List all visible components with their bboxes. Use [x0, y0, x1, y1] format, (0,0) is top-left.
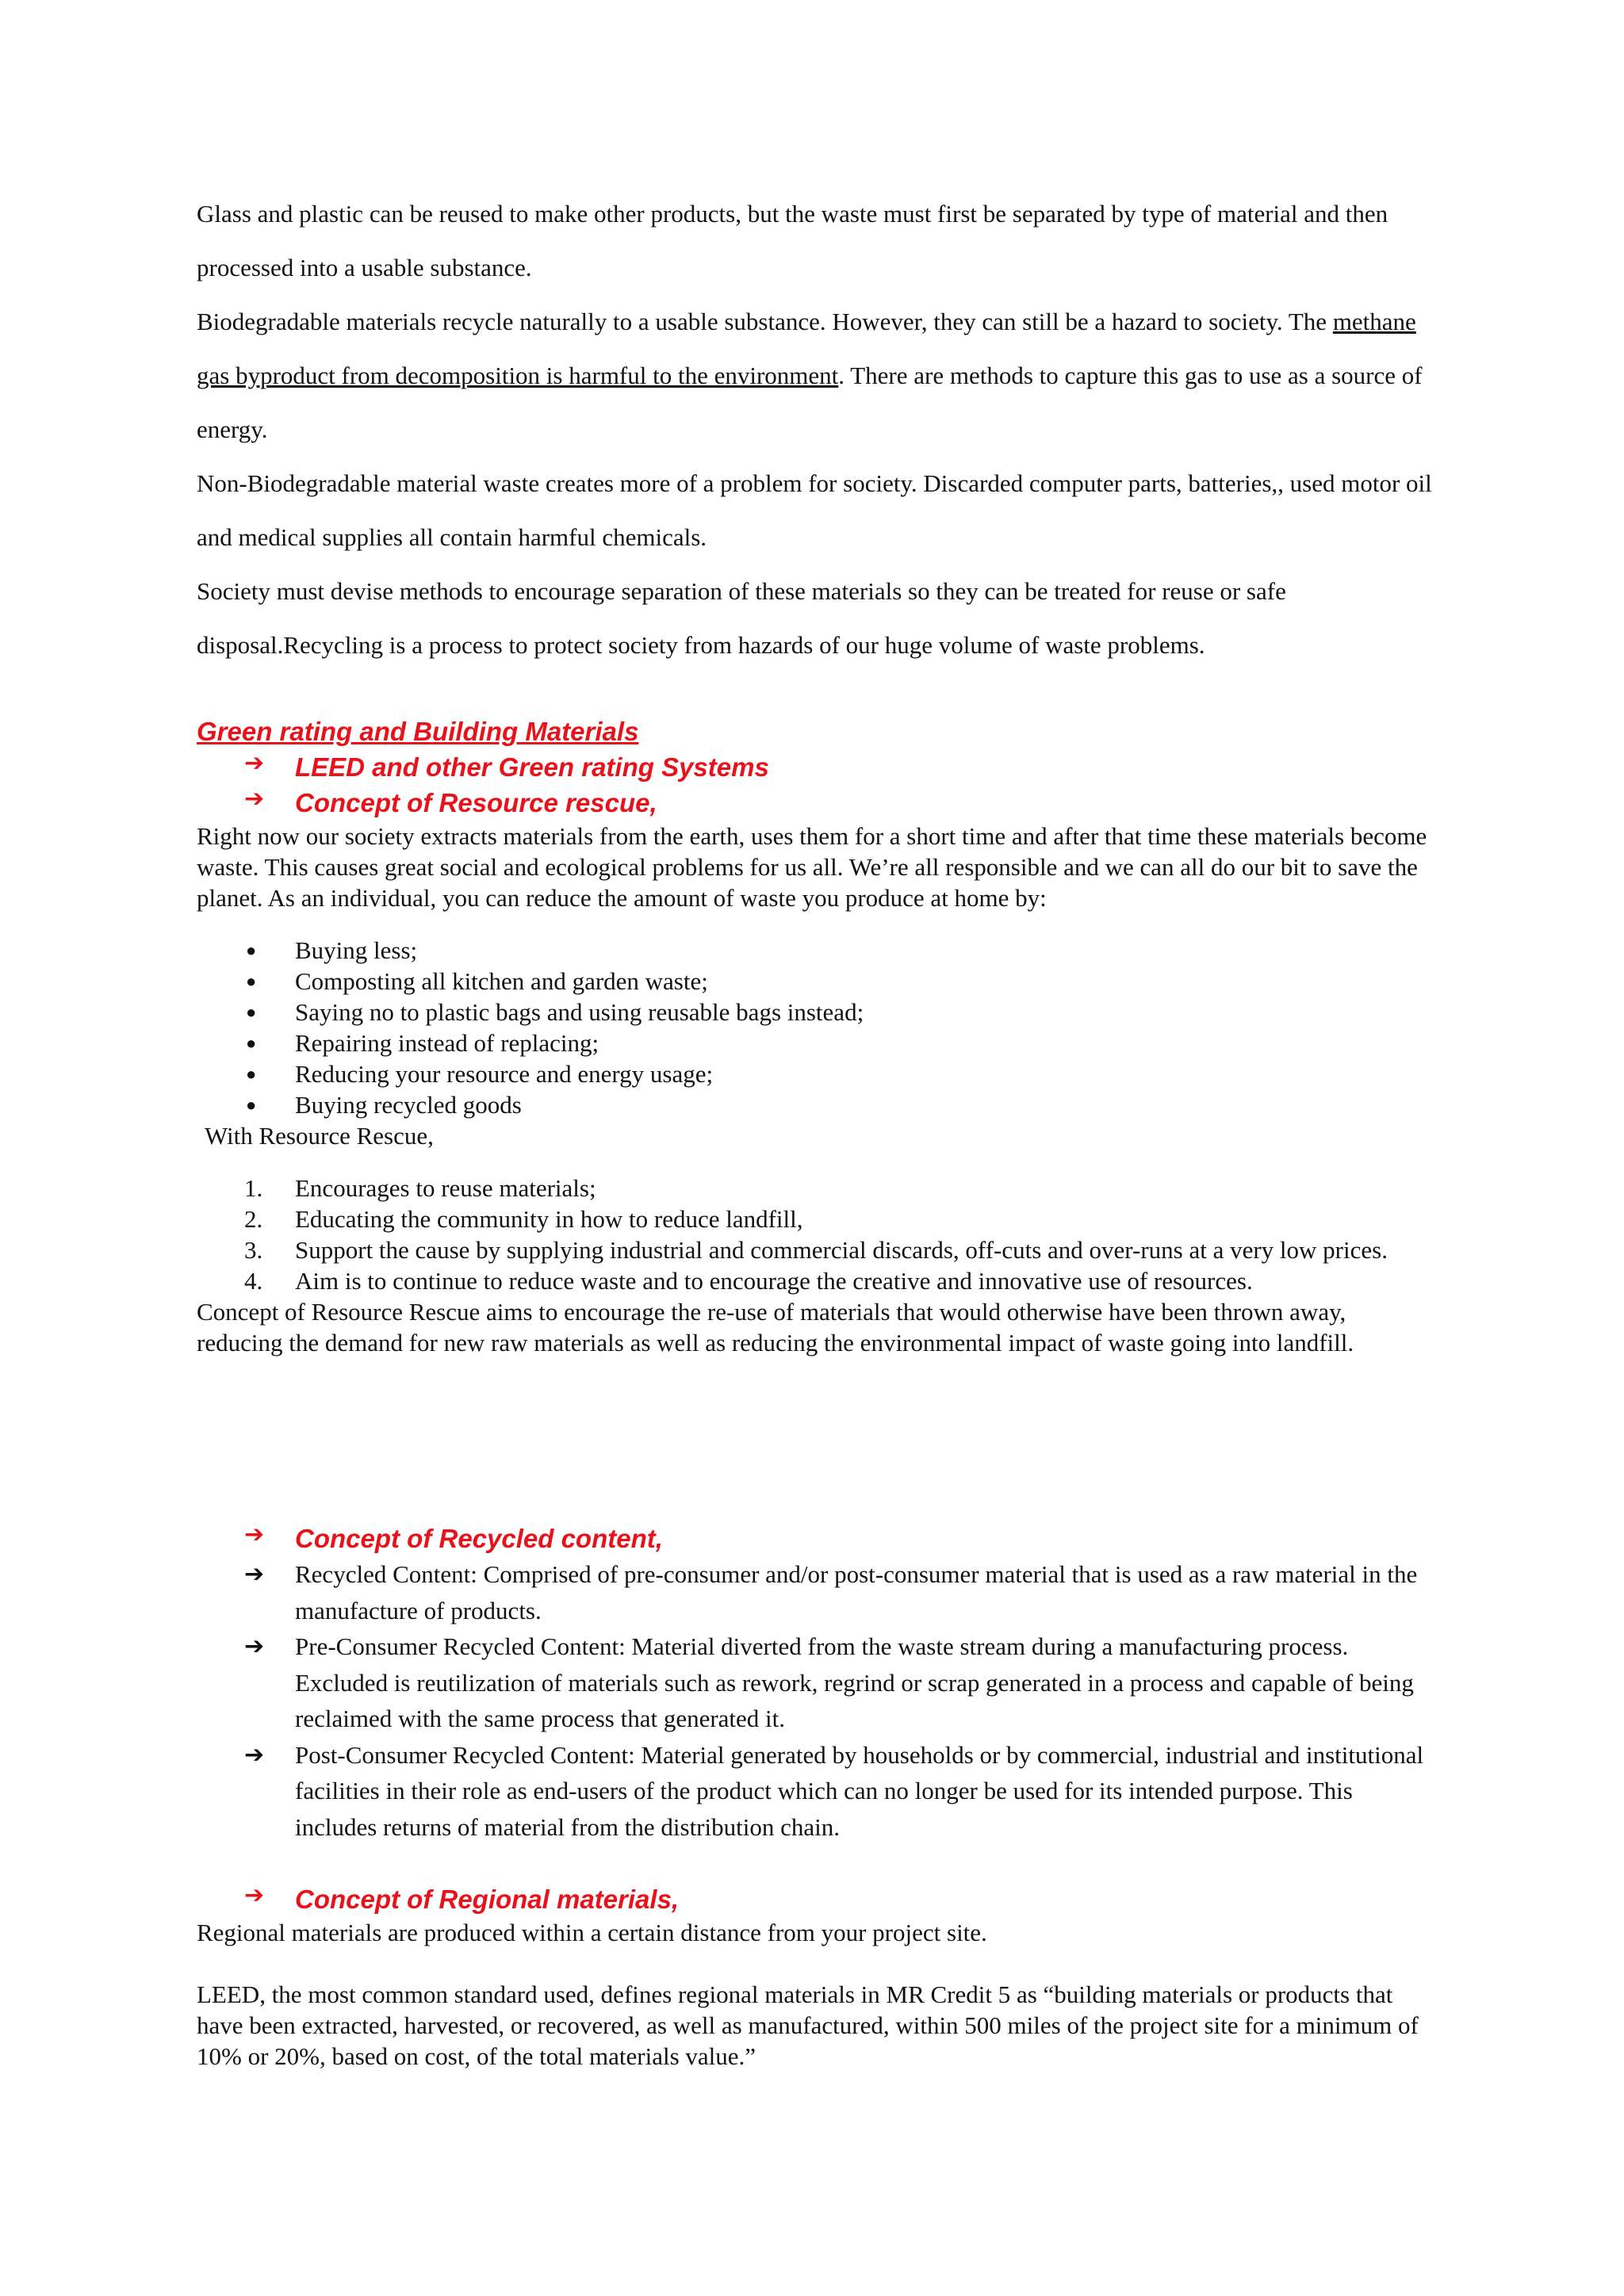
leed-subheading-row — [197, 749, 1434, 785]
arrow-icon: ➔ — [244, 785, 265, 813]
list-item: ➔ Post-Consumer Recycled Content: Material generated by households or by commercial, industrial and institutional facilities in their role as end-users of the product which can no longer be used for its intended purpose. This includes returns of material from the distribution chain. — [197, 1737, 1434, 1846]
list-item: ● Reducing your resource and energy usage; — [246, 1060, 714, 1088]
list-item: 3. Support the cause by supplying industrial and commercial discards, off-cuts and over-runs at a very low prices. — [244, 1236, 1388, 1264]
list-item: ● Buying less; — [246, 936, 418, 964]
arrow-icon: ➔ — [244, 1521, 265, 1548]
green-rating-section — [197, 714, 1434, 1358]
bullet-icon: ● — [246, 1095, 257, 1115]
regional-materials-heading: Concept of Regional materials, — [295, 1885, 680, 1914]
intro-paragraph-glass-plastic: Glass and plastic can be reused to make other products, but the waste must first be separated by type of material and then processed into a usable substance. — [197, 200, 1388, 281]
bullet-icon: ● — [246, 971, 257, 991]
list-item: 1. Encourages to reuse materials; — [244, 1174, 596, 1202]
list-item: ● Saying no to plastic bags and using reusable bags instead; — [246, 998, 864, 1026]
resource-rescue-subheading: Concept of Resource rescue, — [295, 788, 657, 817]
recycled-content-list — [197, 1556, 1434, 1845]
waste-reduction-list — [197, 935, 1434, 1120]
recycled-content-heading-row — [197, 1521, 1434, 1556]
regional-materials-section — [197, 1881, 1434, 2072]
arrow-icon: ➔ — [244, 1560, 265, 1588]
resource-rescue-subheading-row — [197, 785, 1434, 821]
biodegradable-lead: Biodegradable materials recycle naturally to a usable substance. However, they can still be a hazard to society. The — [197, 308, 1333, 335]
arrow-icon: ➔ — [244, 1740, 265, 1769]
leed-regional-definition: LEED, the most common standard used, defines regional materials in MR Credit 5 as “building materials or products that have been extracted, harvested, or recovered, as well as manufactured, within 500 miles of the project site for a minimum of 10% or 20%, based on cost, of the total materials value.” — [197, 1980, 1419, 2070]
list-item: ● Buying recycled goods — [246, 1091, 522, 1119]
list-item: 2. Educating the community in how to reduce landfill, — [244, 1205, 803, 1233]
green-rating-title: Green rating and Building Materials — [197, 717, 639, 746]
list-item: ➔ Pre-Consumer Recycled Content: Material diverted from the waste stream during a manufacturing process. Excluded is reutilization of materials such as rework, regrind or scrap generated in a process and capable of being reclaimed with the same process that generated it. — [197, 1628, 1434, 1737]
intro-paragraph-society: Society must devise methods to encourage separation of these materials so they can be treated for reuse or safe disposal.Recycling is a process to protect society from hazards of our huge volume of waste problems. — [197, 577, 1286, 659]
list-item: ➔ Recycled Content: Comprised of pre-consumer and/or post-consumer material that is used as a raw material in the manufacture of products. — [197, 1556, 1434, 1628]
leed-subheading: LEED and other Green rating Systems — [295, 752, 769, 782]
resource-rescue-numbered-list — [197, 1173, 1434, 1296]
resource-rescue-body: Right now our society extracts materials from the earth, uses them for a short time and after that time these materials become waste. This causes great social and ecological problems for us all. We’re all responsible and we can all do our bit to save the planet. As an individual, you can reduce the amount of waste you produce at home by: — [197, 822, 1427, 912]
arrow-icon: ➔ — [244, 749, 265, 777]
recycled-content-section — [197, 1521, 1434, 1845]
methane-underlined-text: methane gas byproduct from decomposition is harmful to the environment — [197, 308, 1416, 389]
arrow-icon: ➔ — [244, 1881, 265, 1909]
list-item: 4. Aim is to continue to reduce waste and to encourage the creative and innovative use of resources. — [244, 1267, 1253, 1295]
with-resource-rescue-label: With Resource Rescue, — [205, 1122, 434, 1150]
regional-materials-heading-row — [197, 1881, 1434, 1917]
list-item: ● Repairing instead of replacing; — [246, 1029, 599, 1057]
bullet-icon: ● — [246, 940, 257, 960]
arrow-icon: ➔ — [244, 1632, 265, 1660]
list-item: ● Composting all kitchen and garden waste; — [246, 967, 708, 995]
recycled-content-heading: Concept of Recycled content, — [295, 1524, 663, 1553]
bullet-icon: ● — [246, 1033, 257, 1053]
biodegradable-tail: . There are methods to capture this gas to use as a source of energy. — [197, 362, 1423, 443]
intro-paragraph-non-biodegradable: Non-Biodegradable material waste creates more of a problem for society. Discarded computer parts, batteries,, used motor oil and medical supplies all contain harmful chemicals. — [197, 469, 1432, 551]
resource-rescue-summary: Concept of Resource Rescue aims to encourage the re-use of materials that would otherwise have been thrown away, reducing the demand for new raw materials as well as reducing the environmental impact of waste going into landfill. — [197, 1298, 1354, 1357]
intro-paragraph-biodegradable — [197, 295, 1434, 457]
bullet-icon: ● — [246, 1002, 257, 1022]
bullet-icon: ● — [246, 1064, 257, 1084]
regional-materials-definition: Regional materials are produced within a certain distance from your project site. — [197, 1919, 987, 1946]
intro-section — [197, 187, 1434, 672]
